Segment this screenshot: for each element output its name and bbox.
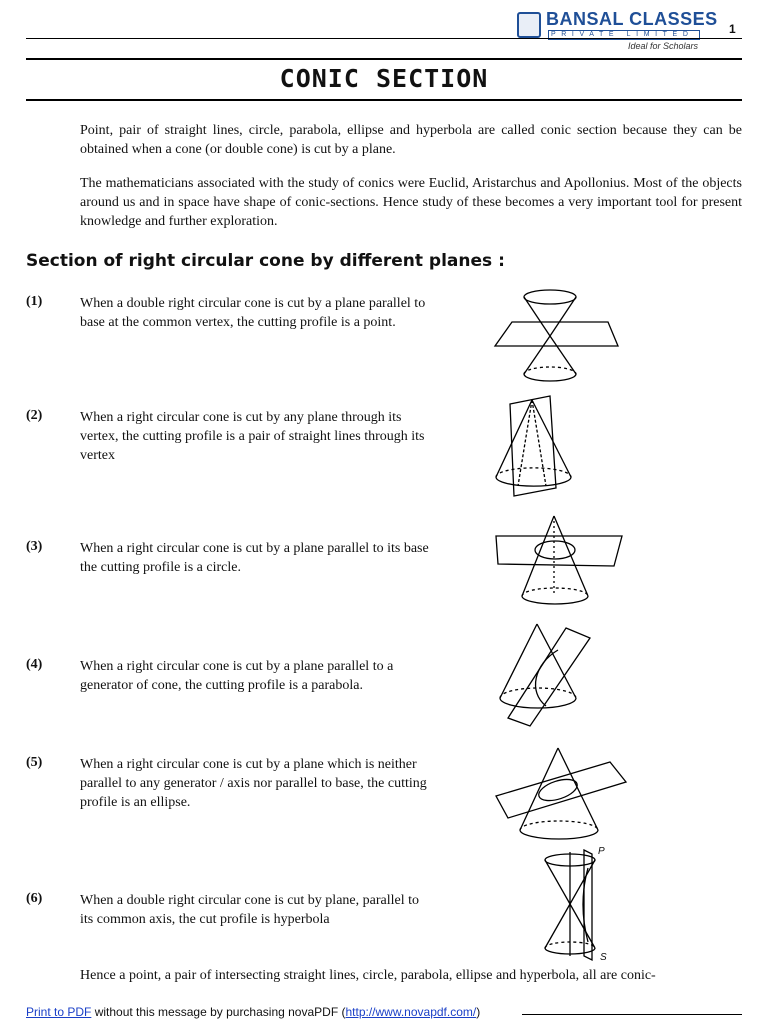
- figure-hyperbola-section: [534, 846, 624, 966]
- item-text-1: When a double right circular cone is cut by a plane parallel to base at the common vertex, the cutting profile is a point.: [80, 296, 426, 330]
- section-heading: Section of right circular cone by different planes :: [26, 251, 505, 271]
- print-to-pdf-link[interactable]: Print to PDF: [26, 1005, 92, 1019]
- intro-paragraph-1: Point, pair of straight lines, circle, parabola, ellipse and hyperbola are called conic section because they can be obtained when a cone (or double cone) is cut by a plane.: [80, 123, 742, 157]
- page-number: 1: [729, 22, 736, 36]
- novapdf-url-link[interactable]: http://www.novapdf.com/: [345, 1005, 477, 1019]
- brand-subtitle: PRIVATE LIMITED: [548, 30, 700, 40]
- title-rule-top: [26, 58, 742, 60]
- figure6-label-p: P: [598, 846, 605, 857]
- footer-text-end: ): [476, 1005, 481, 1019]
- figure6-label-s: S: [600, 952, 607, 963]
- item-number-3: (3): [26, 539, 43, 554]
- brand-name: BANSAL CLASSES: [546, 9, 718, 29]
- item-number-4: (4): [26, 657, 43, 672]
- footer-notice: [26, 1005, 480, 1019]
- figure-point-section: [490, 288, 630, 384]
- item-number-2: (2): [26, 408, 43, 423]
- figure-line-pair-section: [488, 392, 578, 498]
- figure-ellipse-section: [494, 746, 634, 846]
- intro-paragraph-2: The mathematicians associated with the study of conics were Euclid, Aristarchus and Apollonius. Most of the objects around us and in space have shape of conic-sections. Hence study of these becomes a very important tool for present knowledge and further exploration.: [80, 176, 742, 229]
- item-text-2: When a right circular cone is cut by any plane through its vertex, the cutting profile is a pair of straight lines through its vertex: [80, 410, 425, 463]
- item-number-6: (6): [26, 891, 43, 906]
- item-number-5: (5): [26, 755, 43, 770]
- item-text-5: When a right circular cone is cut by a plane which is neither parallel to any generator / axis nor parallel to base, the cutting profile is an ellipse.: [80, 757, 427, 810]
- item-text-3: When a right circular cone is cut by a plane parallel to its base the cutting profile is a circle.: [80, 541, 429, 575]
- item-text-6: When a double right circular cone is cut by plane, parallel to its common axis, the cut profile is hyperbola: [80, 893, 419, 927]
- brand-tagline: Ideal for Scholars: [628, 41, 699, 51]
- footer-rule: [522, 1014, 742, 1015]
- title-rule-bottom: [26, 99, 742, 101]
- item-number-1: (1): [26, 294, 43, 309]
- figure-parabola-section: [494, 620, 604, 730]
- footer-text: without this message by purchasing novaPDF (: [91, 1005, 346, 1019]
- page-title: CONIC SECTION: [279, 64, 489, 93]
- figure-circle-section: [492, 514, 632, 610]
- item-text-4: When a right circular cone is cut by a plane parallel to a generator of cone, the cutting profile is a parabola.: [80, 659, 394, 693]
- header-rule: [26, 38, 742, 39]
- brand-logo-icon: [517, 12, 541, 38]
- conclusion-paragraph: Hence a point, a pair of intersecting straight lines, circle, parabola, ellipse and hyperbola, all are conic-: [80, 968, 656, 983]
